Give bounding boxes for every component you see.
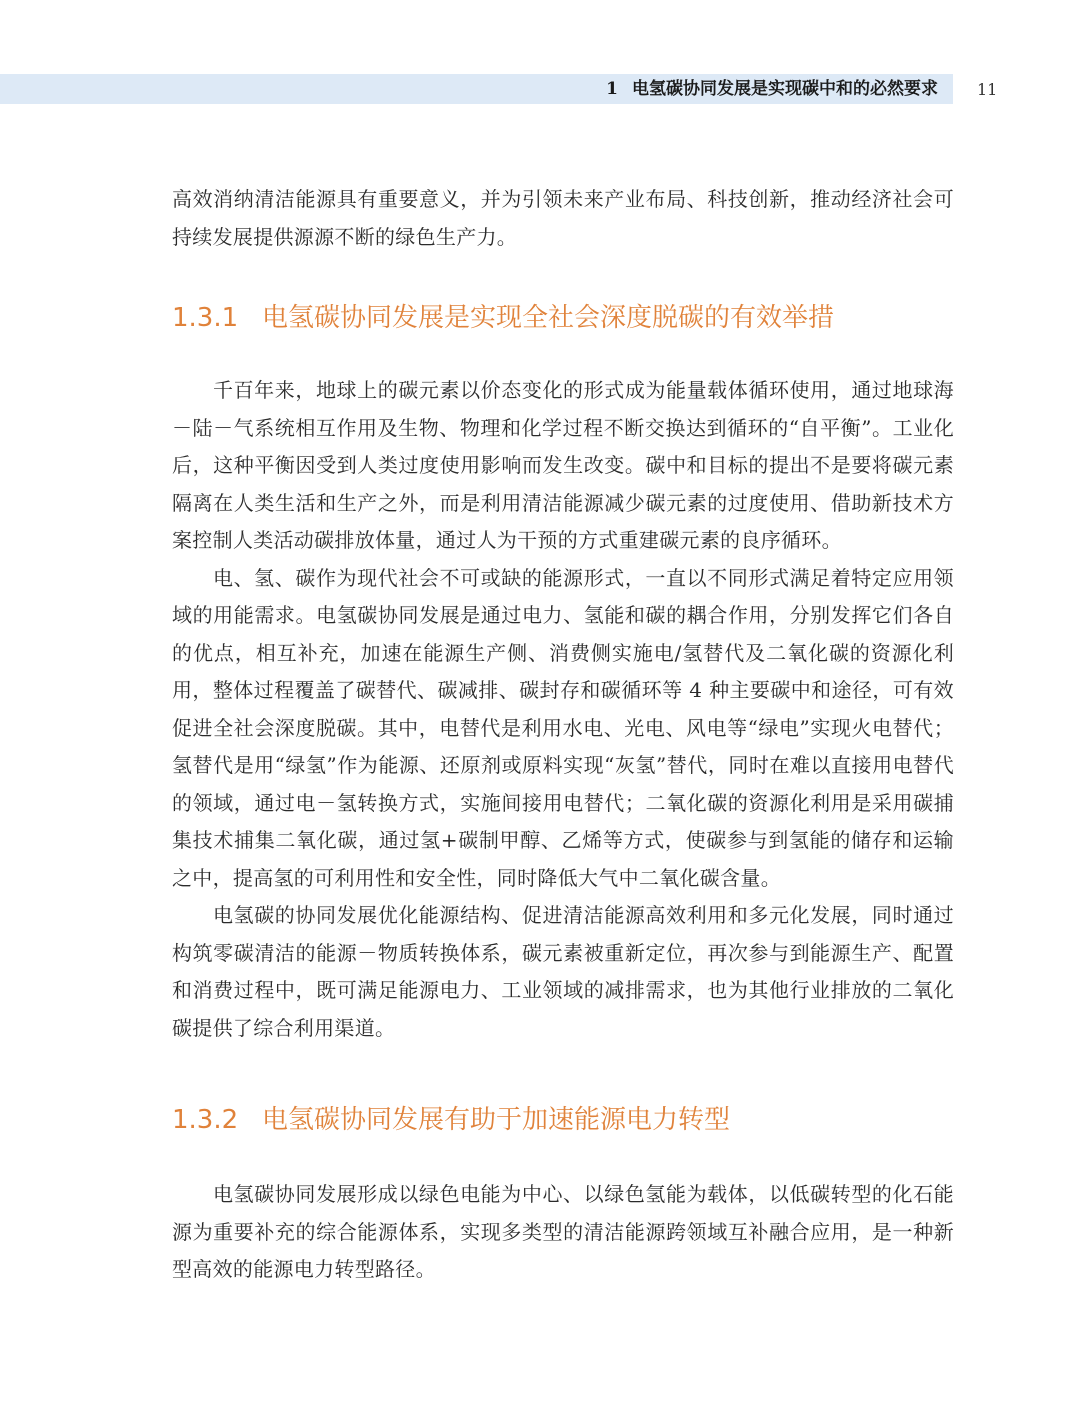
section-number: 1.3.1 (172, 303, 239, 333)
running-header-title (606, 78, 938, 100)
body-paragraph: 电、氢、碳作为现代社会不可或缺的能源形式，一直以不同形式满足着特定应用领域的用能需求。电氢碳协同发展是通过电力、氢能和碳的耦合作用，分别发挥它们各自的优点，相互补充，加速在能源生产侧、消费侧实施电/氢替代及二氧化碳的资源化利用，整体过程覆盖了碳替代、碳减排、碳封存和碳循环等 4 种主要碳中和途径，可有效促进全社会深度脱碳。其中，电替代是利用水电、光电、风电等“绿电”实现火电替代；氢替代是用“绿氢”作为能源、还原剂或原料实现“灰氢”替代，同时在难以直接用电替代的领域，通过电－氢转换方式，实施间接用电替代；二氧化碳的资源化利用是采用碳捕集技术捕集二氧化碳，通过氢+碳制甲醇、乙烯等方式，使碳参与到氢能的储存和运输之中，提高氢的可利用性和安全性，同时降低大气中二氧化碳含量。 (172, 565, 954, 890)
body-paragraph: 千百年来，地球上的碳元素以价态变化的形式成为能量载体循环使用，通过地球海－陆－气系统相互作用及生物、物理和化学过程不断交换达到循环的“自平衡”。工业化后，这种平衡因受到人类过度使用影响而发生改变。碳中和目标的提出不是要将碳元素隔离在人类生活和生产之外，而是利用清洁能源减少碳元素的过度使用、借助新技术方案控制人类活动碳排放体量，通过人为干预的方式重建碳元素的良序循环。 (172, 378, 954, 552)
section-title: 电氢碳协同发展有助于加速能源电力转型 (262, 1105, 731, 1135)
section-body-1-3-2 (172, 1176, 954, 1289)
section-heading-1-3-1 (172, 301, 834, 335)
section-title: 电氢碳协同发展是实现全社会深度脱碳的有效举措 (262, 303, 835, 333)
section-body-1-3-1 (172, 372, 954, 1047)
body-paragraph: 电氢碳协同发展形成以绿色电能为中心、以绿色氢能为载体，以低碳转型的化石能源为重要补充的综合能源体系，实现多类型的清洁能源跨领域互补融合应用，是一种新型高效的能源电力转型路径。 (172, 1182, 954, 1281)
chapter-number: 1 (606, 79, 618, 99)
intro-block (172, 181, 954, 256)
chapter-title: 电氢碳协同发展是实现碳中和的必然要求 (632, 79, 938, 99)
intro-paragraph: 高效消纳清洁能源具有重要意义，并为引领未来产业布局、科技创新，推动经济社会可持续发展提供源源不断的绿色生产力。 (172, 187, 954, 249)
body-paragraph: 电氢碳的协同发展优化能源结构、促进清洁能源高效利用和多元化发展，同时通过构筑零碳清洁的能源－物质转换体系，碳元素被重新定位，再次参与到能源生产、配置和消费过程中，既可满足能源电力、工业领域的减排需求，也为其他行业排放的二氧化碳提供了综合利用渠道。 (172, 903, 954, 1040)
section-heading-1-3-2 (172, 1103, 730, 1137)
section-number: 1.3.2 (172, 1105, 239, 1135)
page-number: 11 (977, 80, 998, 99)
